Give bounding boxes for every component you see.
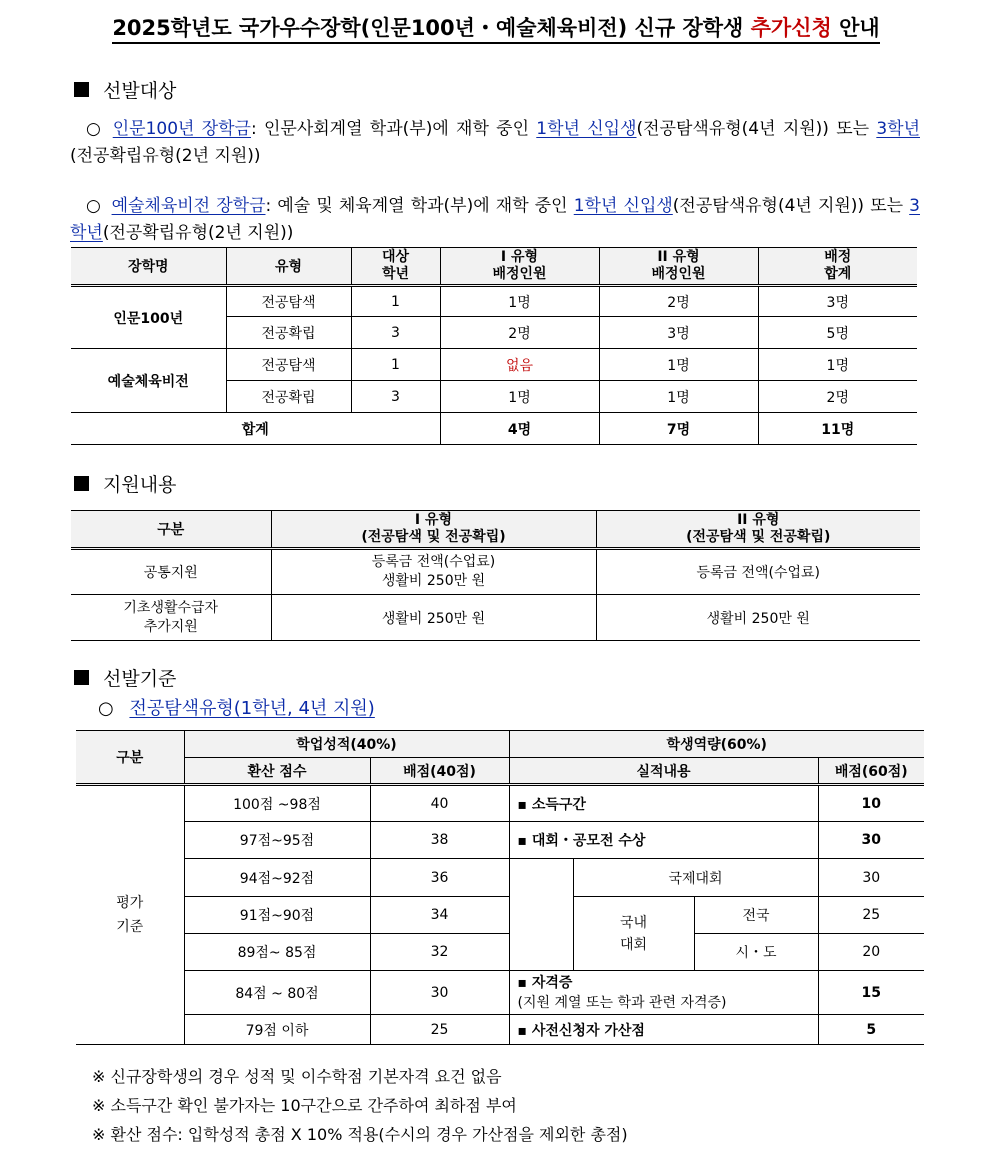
total-row: 합계 4명 7명 11명: [71, 413, 917, 445]
section-heading-selection-target: 선발대상: [74, 76, 176, 103]
table-row: 89점~ 85점 32 시・도 20: [76, 934, 924, 971]
domestic-label: 국내 대회: [573, 897, 694, 971]
criteria-table: [76, 730, 924, 1045]
table-row: 84점 ~ 80점 30 ▪ 자격증 (지원 계열 또는 학과 관련 자격증) 15: [76, 971, 924, 1015]
col-header-academic: 학업성적(40%): [184, 731, 509, 758]
col-header-content: 실적내용: [509, 758, 818, 785]
title-highlight: 추가신청: [750, 16, 832, 40]
table-row: 예술체육비전 전공탐색 1 없음 1명 1명: [71, 349, 917, 381]
criteria-subtitle: ○ 전공탐색유형(1학년, 4년 지원): [98, 698, 375, 719]
table-row: 97점~95점 38 ▪ 대회・공모전 수상 30: [76, 822, 924, 859]
square-bullet-icon: [74, 82, 89, 97]
table-row: 공통지원 등록금 전액(수업료) 생활비 250만 원 등록금 전액(수업료): [71, 549, 920, 595]
col-header-score: 환산 점수: [184, 758, 370, 785]
section-heading-criteria: 선발기준: [74, 664, 176, 691]
footnote: ※ 소득구간 확인 불가자는 10구간으로 간주하여 최하점 부여: [92, 1096, 517, 1115]
table-row: 94점~92점 36 국제대회 30: [76, 859, 924, 897]
col-header-category: 구분: [76, 731, 184, 785]
col-header-type1: I 유형 (전공탐색 및 전공확립): [271, 511, 596, 549]
col-header-points60: 배점(60점): [818, 758, 924, 785]
scholarship-name-arts: 예술체육비전 장학금: [111, 196, 266, 216]
scholarship-name-humanities: 인문100년 장학금: [112, 119, 251, 139]
target-paragraph-humanities: ○ 인문100년 장학금: 인문사회계열 학과(부)에 재학 중인 1학년 신입생(전공탐색유형(4년 지원)) 또는 3학년(전공확립유형(2년 지원)): [70, 119, 920, 166]
col-header-total: 배정 합계: [758, 248, 917, 286]
footnote: ※ 신규장학생의 경우 성적 및 이수학점 기본자격 요건 없음: [92, 1067, 502, 1086]
row-label-criteria: 평가 기준: [76, 785, 184, 1045]
footnotes: [92, 1062, 628, 1149]
footnote: ※ 환산 점수: 입학성적 총점 X 10% 적용(수시의 경우 가산점을 제외한 총점): [92, 1125, 628, 1144]
col-header-type: 유형: [226, 248, 351, 286]
col-header-points40: 배점(40점): [370, 758, 509, 785]
square-bullet-icon: [74, 670, 89, 685]
section-heading-support: 지원내용: [74, 470, 176, 497]
col-header-grade: 대상 학년: [351, 248, 440, 286]
col-header-type2: II 유형 배정인원: [599, 248, 758, 286]
col-header-category: 구분: [71, 511, 271, 549]
document-title: 2025학년도 국가우수장학(인문100년・예술체육비전) 신규 장학생 추가신청 안내: [0, 12, 992, 42]
table-row: 평가 기준 100점 ~98점 40 ▪ 소득구간 10: [76, 785, 924, 822]
support-table: [71, 510, 920, 641]
table-row: 79점 이하 25 ▪ 사전신청자 가산점 5: [76, 1015, 924, 1045]
target-paragraph-arts: ○ 예술체육비전 장학금: 예술 및 체육계열 학과(부)에 재학 중인 1학년 신입생(전공탐색유형(4년 지원)) 또는 3학년(전공확립유형(2년 지원)): [70, 196, 920, 243]
col-header-competency: 학생역량(60%): [509, 731, 924, 758]
col-header-type1: I 유형 배정인원: [440, 248, 599, 286]
table-row: 기초생활수급자 추가지원 생활비 250만 원 생활비 250만 원: [71, 595, 920, 641]
table-row: 인문100년 전공탐색 1 1명 2명 3명: [71, 286, 917, 317]
col-header-scholarship: 장학명: [71, 248, 226, 286]
allocation-table: [71, 247, 917, 445]
none-value: 없음: [440, 349, 599, 381]
table-row: 전공확립 3 1명 1명 2명: [71, 381, 917, 413]
table-row: 91점~90점 34 국내 대회 전국 25: [76, 897, 924, 934]
col-header-type2: II 유형 (전공탐색 및 전공확립): [596, 511, 920, 549]
table-row: 전공확립 3 2명 3명 5명: [71, 317, 917, 349]
square-bullet-icon: [74, 476, 89, 491]
